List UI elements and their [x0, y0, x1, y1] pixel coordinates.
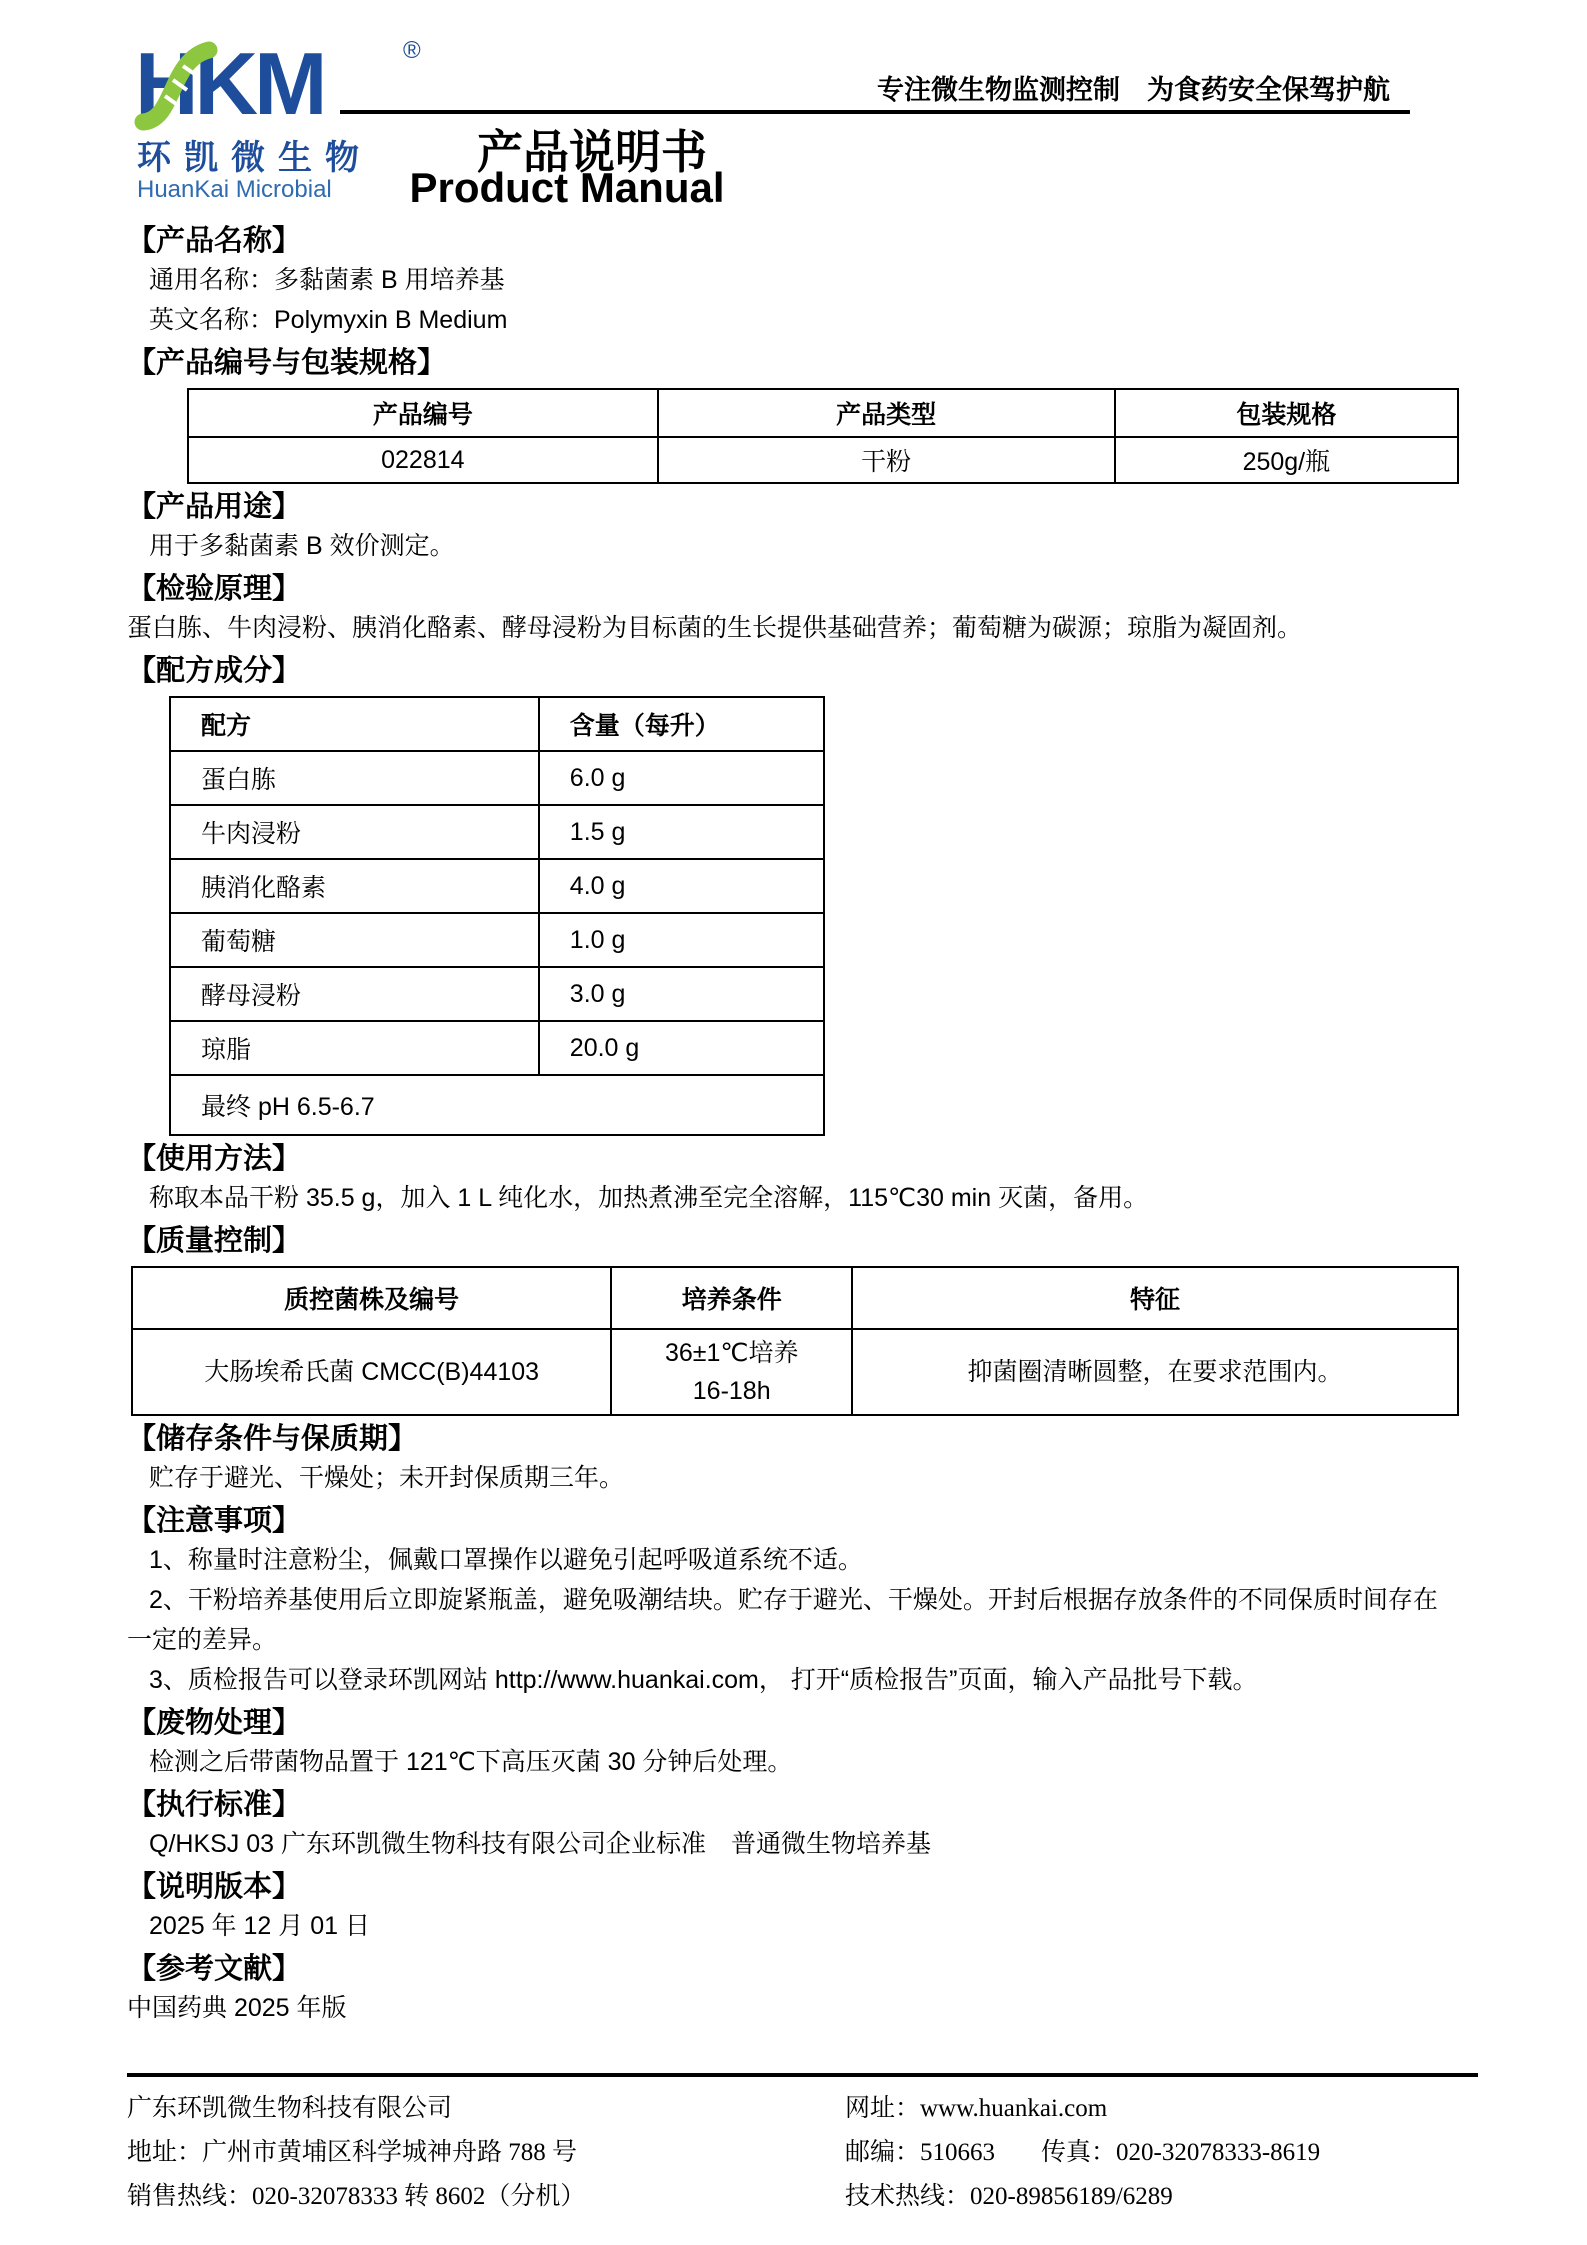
ingredient-name: 葡萄糖 — [170, 913, 539, 967]
note-item-3: 3、质检报告可以登录环凯网站 http://www.huankai.com， 打开“质检报告”页面，输入产品批号下载。 — [149, 1666, 1258, 1694]
product-spec-table — [187, 388, 1459, 484]
section-heading-reference: 【参考文献】 — [127, 1953, 302, 1985]
qc-strain-value: 大肠埃希氏菌 CMCC(B)44103 — [132, 1329, 611, 1415]
footer-postcode-fax — [845, 2131, 1478, 2175]
english-name-line: 英文名称：Polymyxin B Medium — [149, 306, 508, 334]
svg-text:HKM: HKM — [135, 34, 324, 133]
section-version — [127, 1868, 1460, 1946]
section-quality-control — [127, 1222, 1460, 1416]
section-heading-product-name: 【产品名称】 — [127, 225, 302, 257]
footer-website: 网址：www.huankai.com — [845, 2095, 1108, 2122]
section-heading-usage: 【使用方法】 — [127, 1143, 302, 1175]
footer-postcode: 邮编：510663 — [845, 2139, 996, 2166]
logo-name-en: HuanKai Microbial — [137, 176, 332, 203]
standard-text: Q/HKSJ 03 广东环凯微生物科技有限公司企业标准 普通微生物培养基 — [149, 1830, 931, 1858]
formula-table — [169, 696, 825, 1136]
reference-text: 中国药典 2025 年版 — [127, 1994, 347, 2022]
section-product-code — [127, 344, 1460, 484]
ingredient-name: 琼脂 — [170, 1021, 539, 1075]
usage-text: 称取本品干粉 35.5 g，加入 1 L 纯化水，加热煮沸至完全溶解，115℃30 min 灭菌，备用。 — [149, 1184, 1149, 1212]
footer-tech-hotline: 技术热线：020-89856189/6289 — [845, 2183, 1173, 2210]
table-row — [170, 1021, 824, 1075]
page-footer — [127, 2073, 1478, 2219]
quality-control-table — [131, 1266, 1459, 1416]
section-heading-product-code: 【产品编号与包装规格】 — [127, 347, 447, 379]
section-formula — [127, 652, 1460, 1136]
table-row — [188, 437, 1458, 483]
col-characteristic: 特征 — [852, 1267, 1458, 1329]
table-row — [170, 913, 824, 967]
table-row-ph — [170, 1075, 824, 1135]
table-row — [170, 859, 824, 913]
generic-name-line: 通用名称：多黏菌素 B 用培养基 — [149, 266, 505, 294]
table-row — [132, 1329, 1458, 1415]
ingredient-name: 酵母浸粉 — [170, 967, 539, 1021]
table-row — [170, 967, 824, 1021]
package-spec-value: 250g/瓶 — [1115, 437, 1458, 483]
table-header-row — [170, 697, 824, 751]
section-heading-storage: 【储存条件与保质期】 — [127, 1423, 418, 1455]
culture-condition-value — [611, 1329, 852, 1415]
table-header-row — [132, 1267, 1458, 1329]
ingredient-amount: 20.0 g — [539, 1021, 824, 1075]
col-package-spec: 包装规格 — [1115, 389, 1458, 437]
col-ingredient: 配方 — [170, 697, 539, 751]
col-qc-strain: 质控菌株及编号 — [132, 1267, 611, 1329]
section-heading-product-use: 【产品用途】 — [127, 491, 302, 523]
ingredient-amount: 1.0 g — [539, 913, 824, 967]
section-heading-waste: 【废物处理】 — [127, 1707, 302, 1739]
table-row — [170, 751, 824, 805]
ingredient-name: 胰消化酪素 — [170, 859, 539, 913]
principle-text: 蛋白胨、牛肉浸粉、胰消化酪素、酵母浸粉为目标菌的生长提供基础营养；葡萄糖为碳源；琼脂为凝固剂。 — [127, 614, 1303, 642]
ingredient-amount: 1.5 g — [539, 805, 824, 859]
product-use-text: 用于多黏菌素 B 效价测定。 — [149, 532, 455, 560]
section-product-use — [127, 488, 1460, 566]
col-product-type: 产品类型 — [658, 389, 1115, 437]
culture-condition-line1: 36±1℃培养 — [664, 1339, 799, 1367]
note-item-1: 1、称量时注意粉尘，佩戴口罩操作以避免引起呼吸道系统不适。 — [149, 1546, 863, 1574]
section-product-name — [127, 222, 1460, 340]
section-principle — [127, 570, 1460, 648]
section-heading-notes: 【注意事项】 — [127, 1505, 302, 1537]
section-usage — [127, 1140, 1460, 1218]
header-tagline: 专注微生物监测控制 为食药安全保驾护航 — [877, 75, 1390, 105]
section-waste — [127, 1704, 1460, 1782]
waste-text: 检测之后带菌物品置于 121℃下高压灭菌 30 分钟后处理。 — [149, 1748, 793, 1776]
final-ph-value: 最终 pH 6.5-6.7 — [170, 1075, 824, 1135]
ingredient-amount: 4.0 g — [539, 859, 824, 913]
footer-fax: 传真：020-32078333-8619 — [1041, 2139, 1321, 2166]
storage-text: 贮存于避光、干燥处；未开封保质期三年。 — [149, 1464, 625, 1492]
ingredient-amount: 6.0 g — [539, 751, 824, 805]
col-amount: 含量（每升） — [539, 697, 824, 751]
section-heading-formula: 【配方成分】 — [127, 655, 302, 687]
page-title-en: Product Manual — [409, 164, 725, 211]
note-item-2: 2、干粉培养基使用后立即旋紧瓶盖，避免吸潮结块。贮存于避光、干燥处。开封后根据存放条件的不同保质时间存在一定的差异。 — [127, 1586, 1438, 1654]
section-notes — [127, 1502, 1460, 1700]
product-code-value: 022814 — [188, 437, 658, 483]
footer-address: 地址：广州市黄埔区科学城神舟路 788 号 — [127, 2139, 578, 2166]
table-header-row — [188, 389, 1458, 437]
ingredient-name: 牛肉浸粉 — [170, 805, 539, 859]
footer-company: 广东环凯微生物科技有限公司 — [127, 2095, 453, 2122]
col-culture-condition: 培养条件 — [611, 1267, 852, 1329]
table-row — [170, 805, 824, 859]
culture-condition-line2: 16-18h — [692, 1377, 771, 1405]
logo-name-cn: 环凯微生物 — [137, 139, 372, 177]
header-divider — [340, 110, 1410, 114]
section-heading-version: 【说明版本】 — [127, 1871, 302, 1903]
ingredient-name: 蛋白胨 — [170, 751, 539, 805]
ingredient-amount: 3.0 g — [539, 967, 824, 1021]
registered-mark: ® — [403, 37, 421, 64]
section-standard — [127, 1786, 1460, 1864]
version-text: 2025 年 12 月 01 日 — [149, 1912, 370, 1940]
section-heading-standard: 【执行标准】 — [127, 1789, 302, 1821]
section-heading-principle: 【检验原理】 — [127, 573, 302, 605]
page-title-cn: 产品说明书 — [477, 126, 707, 178]
document-body — [127, 218, 1460, 2028]
product-type-value: 干粉 — [658, 437, 1115, 483]
section-reference — [127, 1950, 1460, 2028]
section-storage — [127, 1420, 1460, 1498]
section-heading-quality-control: 【质量控制】 — [127, 1225, 302, 1257]
characteristic-value: 抑菌圈清晰圆整，在要求范围内。 — [852, 1329, 1458, 1415]
footer-sales-hotline: 销售热线：020-32078333 转 8602（分机） — [127, 2183, 586, 2210]
col-product-code: 产品编号 — [188, 389, 658, 437]
